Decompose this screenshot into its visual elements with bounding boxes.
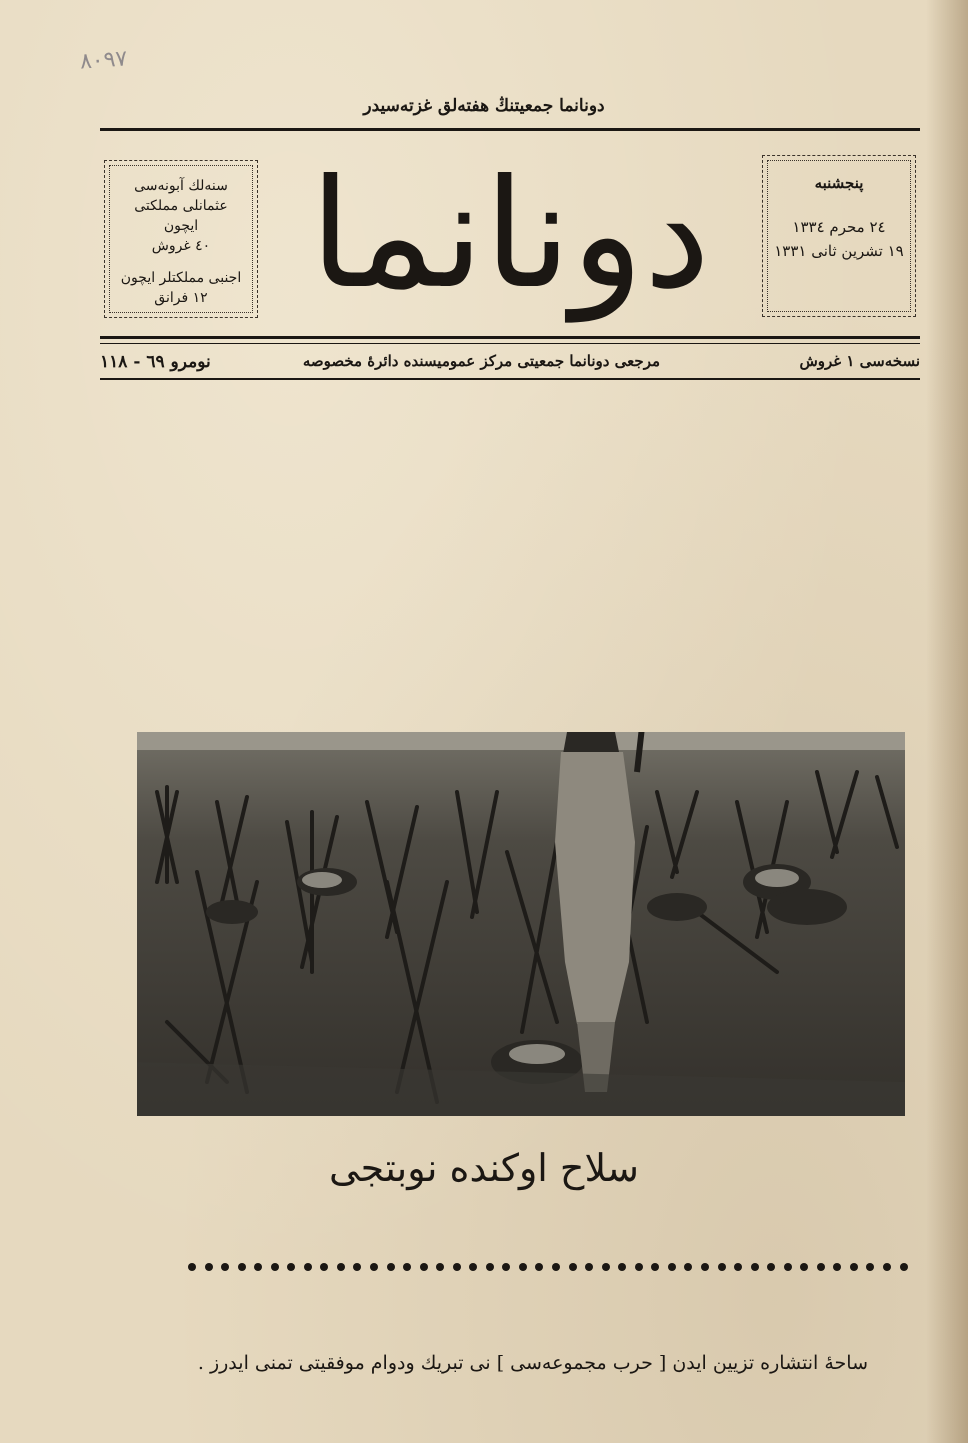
date-box-inner	[767, 160, 911, 312]
divider-dot	[585, 1263, 593, 1271]
divider-dot	[519, 1263, 527, 1271]
subscription-line-5: ١٢ فرانق	[154, 290, 208, 306]
masthead-title: دونانما	[309, 148, 711, 322]
divider-dot	[188, 1263, 196, 1271]
date-day: پنجشنبه	[814, 174, 864, 192]
archive-mark: ٨٠٩٧	[79, 46, 129, 75]
congratulation-note: ساحهٔ انتشاره تزيين ايدن [ حرب مجموعه‌سی ] نی تبريك ودوام موفقيتی تمنی ايدرز .	[197, 1352, 868, 1374]
divider-dot	[569, 1263, 577, 1271]
divider-dot	[337, 1263, 345, 1271]
divider-dot	[221, 1263, 229, 1271]
masthead-rule-thin	[100, 343, 920, 344]
top-rule	[100, 128, 920, 131]
photo-caption: سلاح اوكنده نوبتجی	[329, 1146, 639, 1190]
divider-dot	[271, 1263, 279, 1271]
subscription-line-4: اجنبی مملكتلر ايچون	[120, 270, 242, 286]
info-bar	[100, 346, 920, 376]
subscription-box-inner	[109, 165, 253, 313]
divider-dot	[833, 1263, 841, 1271]
divider-dot	[535, 1263, 543, 1271]
divider-dot	[552, 1263, 560, 1271]
divider-dot	[817, 1263, 825, 1271]
date-box	[762, 155, 916, 317]
divider-dot	[469, 1263, 477, 1271]
divider-dot	[751, 1263, 759, 1271]
divider-dot	[238, 1263, 246, 1271]
divider-dot	[387, 1263, 395, 1271]
issue-price: نسخه‌سی ١ غروش	[799, 352, 920, 370]
masthead-rule	[100, 336, 920, 339]
divider-dot	[668, 1263, 676, 1271]
divider-dot	[287, 1263, 295, 1271]
divider-dot	[635, 1263, 643, 1271]
cover-photo-frame	[137, 732, 905, 1116]
subscription-line-1: سنه‌لك آبونه‌سی	[134, 178, 228, 194]
dotted-divider	[188, 1260, 908, 1274]
divider-dot	[900, 1263, 908, 1271]
divider-dot	[502, 1263, 510, 1271]
subscription-box	[104, 160, 258, 318]
divider-dot	[866, 1263, 874, 1271]
divider-dot	[684, 1263, 692, 1271]
divider-dot	[370, 1263, 378, 1271]
divider-dot	[353, 1263, 361, 1271]
divider-dot	[784, 1263, 792, 1271]
subscription-gap	[116, 256, 246, 268]
subscription-line-2: عثمانلی مملكتی ايچون	[134, 198, 228, 234]
divider-dot	[304, 1263, 312, 1271]
divider-dot	[651, 1263, 659, 1271]
publisher-line: دونانما جمعيتنڭ هفته‌لق غزته‌سيدر	[363, 96, 605, 116]
divider-dot	[800, 1263, 808, 1271]
subscription-line-3: ٤٠ غروش	[151, 238, 211, 254]
date-hijri: ٢٤ محرم ١٣٣٤	[792, 218, 886, 236]
divider-dot	[320, 1263, 328, 1271]
divider-dot	[254, 1263, 262, 1271]
divider-dot	[486, 1263, 494, 1271]
info-bar-rule	[100, 378, 920, 380]
divider-dot	[767, 1263, 775, 1271]
cover-photo	[137, 732, 905, 1116]
divider-dot	[718, 1263, 726, 1271]
divider-dot	[850, 1263, 858, 1271]
divider-dot	[618, 1263, 626, 1271]
divider-dot	[403, 1263, 411, 1271]
date-rumi: ١٩ تشرين ثانی ١٣٣١	[774, 242, 904, 260]
divider-dot	[453, 1263, 461, 1271]
divider-dot	[420, 1263, 428, 1271]
editorial-address: مرجعی دونانما جمعیتی مرکز عمومیسنده دائرهٔ مخصوصه	[302, 352, 660, 370]
divider-dot	[436, 1263, 444, 1271]
divider-dot	[701, 1263, 709, 1271]
divider-dot	[602, 1263, 610, 1271]
divider-dot	[205, 1263, 213, 1271]
divider-dot	[883, 1263, 891, 1271]
page-edge-shadow	[926, 0, 968, 1443]
field-of-stacked-rifles-illustration	[137, 732, 905, 1116]
issue-number: نومرو ٦٩ - ١١٨	[100, 352, 211, 372]
divider-dot	[734, 1263, 742, 1271]
